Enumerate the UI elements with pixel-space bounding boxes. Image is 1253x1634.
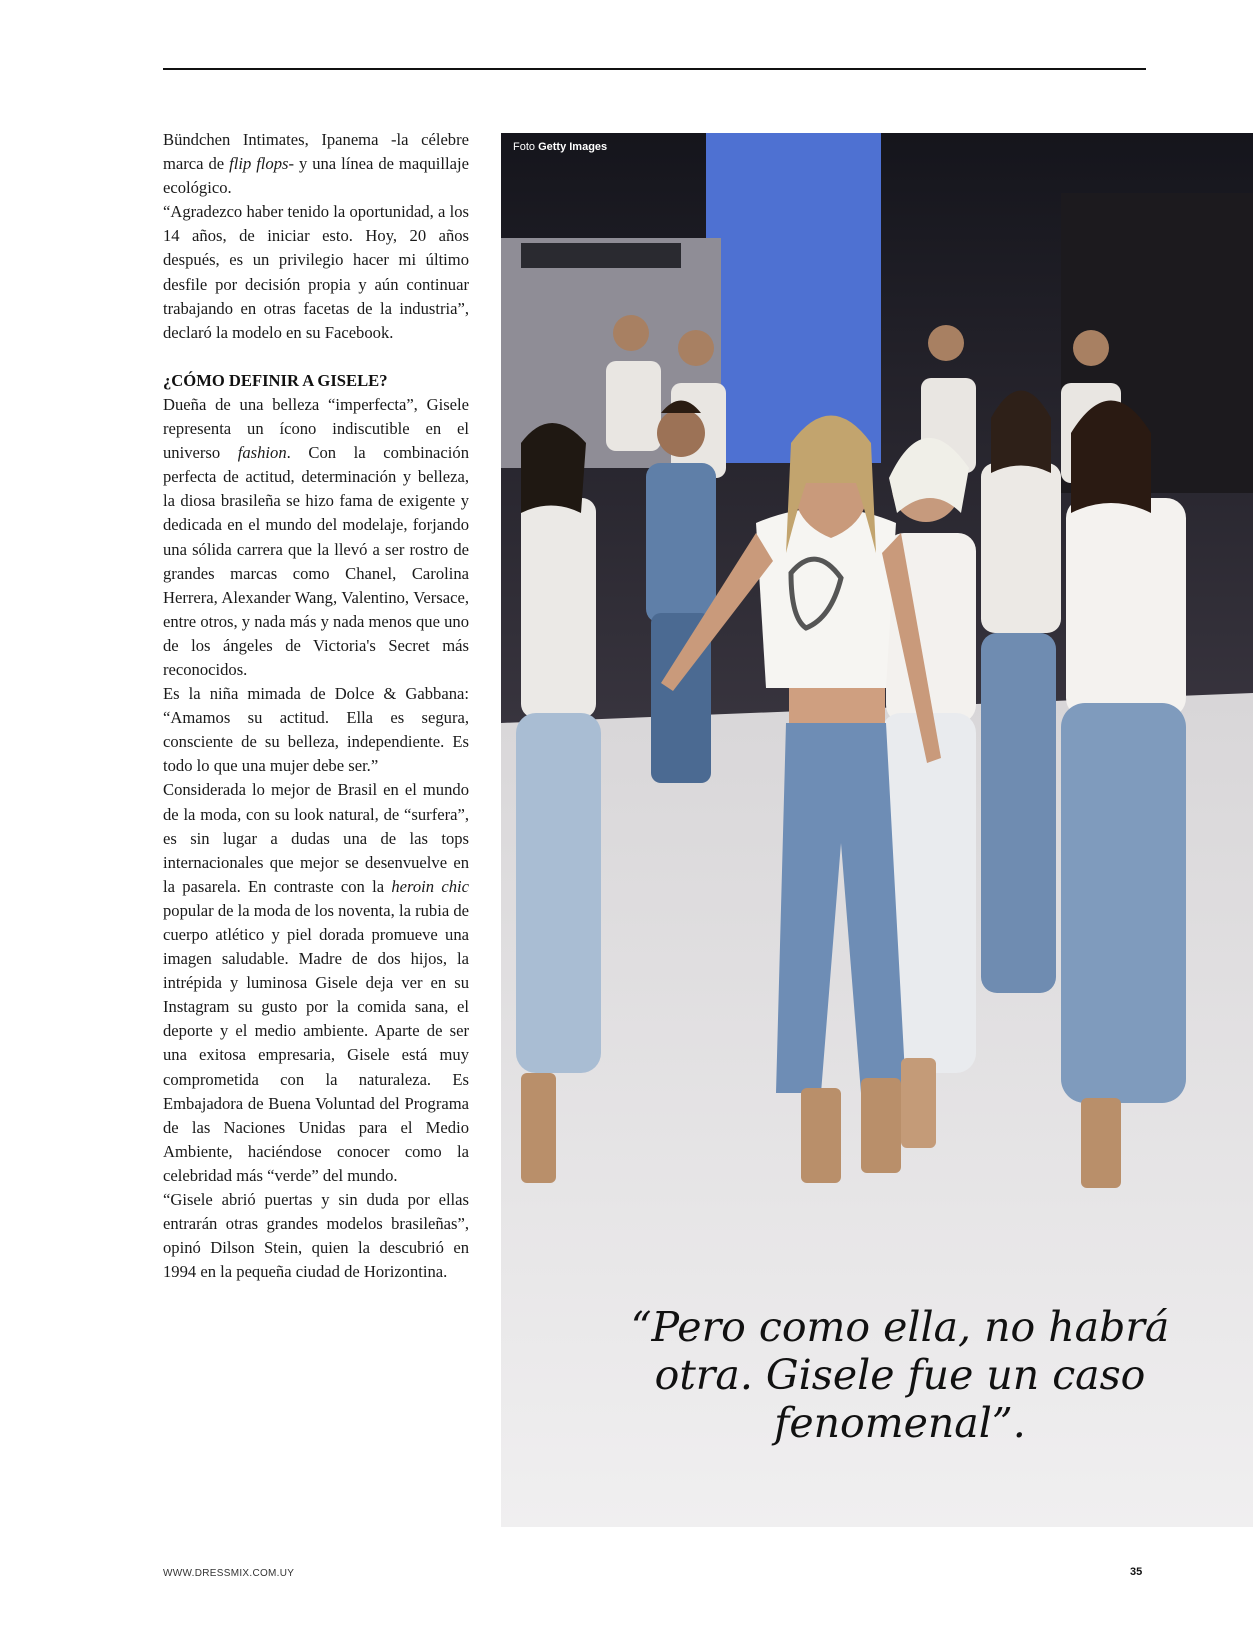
pull-quote: “Pero como ella, no habrá otra. Gisele fue un caso fenomenal”. [630,1303,1170,1447]
page-number: 35 [1130,1566,1143,1578]
paragraph-5: Considerada lo mejor de Brasil en el mundo de la moda, con su look natural, de “surfera”, es sin lugar a dudas una de las tops internacionales que mejor se desenvuelve en la pasarela. En contraste con la heroin chic popular de la moda de los noventa, la rubia de cuerpo atlético y piel dorada promueve una imagen saludable. Madre de dos hijos, la intrépida y luminosa Gisele deja ver en su Instagram su gusto por la comida sana, el deporte y el medio ambiente. Aparte de ser una exitosa empresaria, Gisele está muy comprometida con la naturaleza. Es Embajadora de Buena Voluntad del Programa de las Naciones Unidas para el Medio Ambiente, haciéndose conocer como la celebridad más “verde” del mundo. [163,780,469,1185]
paragraph-2: “Agradezco haber tenido la oportunidad, a los 14 años, de iniciar esto. Hoy, 20 años después, es un privilegio hacer mi último desfile por decisión propia y aún continuar trabajando en otras facetas de la industria”, declaró la modelo en su Facebook. [163,202,469,342]
paragraph-4: Es la niña mimada de Dolce & Gabbana: “Amamos su actitud. Ella es segura, consciente de su belleza, independiente. Es todo lo que una mujer debe ser.” [163,684,469,776]
paragraph-3: Dueña de una belleza “imperfecta”, Gisele representa un ícono indiscutible en el universo fashion. Con la combinación perfecta de actitud, determinación y belleza, la diosa brasileña se hizo fama de exigente y dedicada en el mundo del modelaje, forjando una sólida carrera que la llevó a ser rostro de grandes marcas como Chanel, Carolina Herrera, Alexander Wang, Valentino, Versace, entre otros, y nada más y nada menos que uno de los ángeles de Victoria's Secret más reconocidos. [163,394,469,679]
section-heading: ¿CÓMO DEFINIR A GISELE? [163,370,388,390]
footer-url: WWW.DRESSMIX.COM.UY [163,1568,295,1579]
photo-credit: Foto Getty Images [513,141,608,153]
top-rule [163,68,1146,70]
paragraph-1: Bündchen Intimates, Ipanema -la célebre marca de flip flops- y una línea de maquillaje ecológico. [163,130,469,198]
paragraph-6: “Gisele abrió puertas y sin duda por ellas entrarán otras grandes modelos brasileñas”, opinó Dilson Stein, quien la descubrió en 1994 en la pequeña ciudad de Horizontina. [163,1190,469,1282]
article-body [163,128,469,1284]
